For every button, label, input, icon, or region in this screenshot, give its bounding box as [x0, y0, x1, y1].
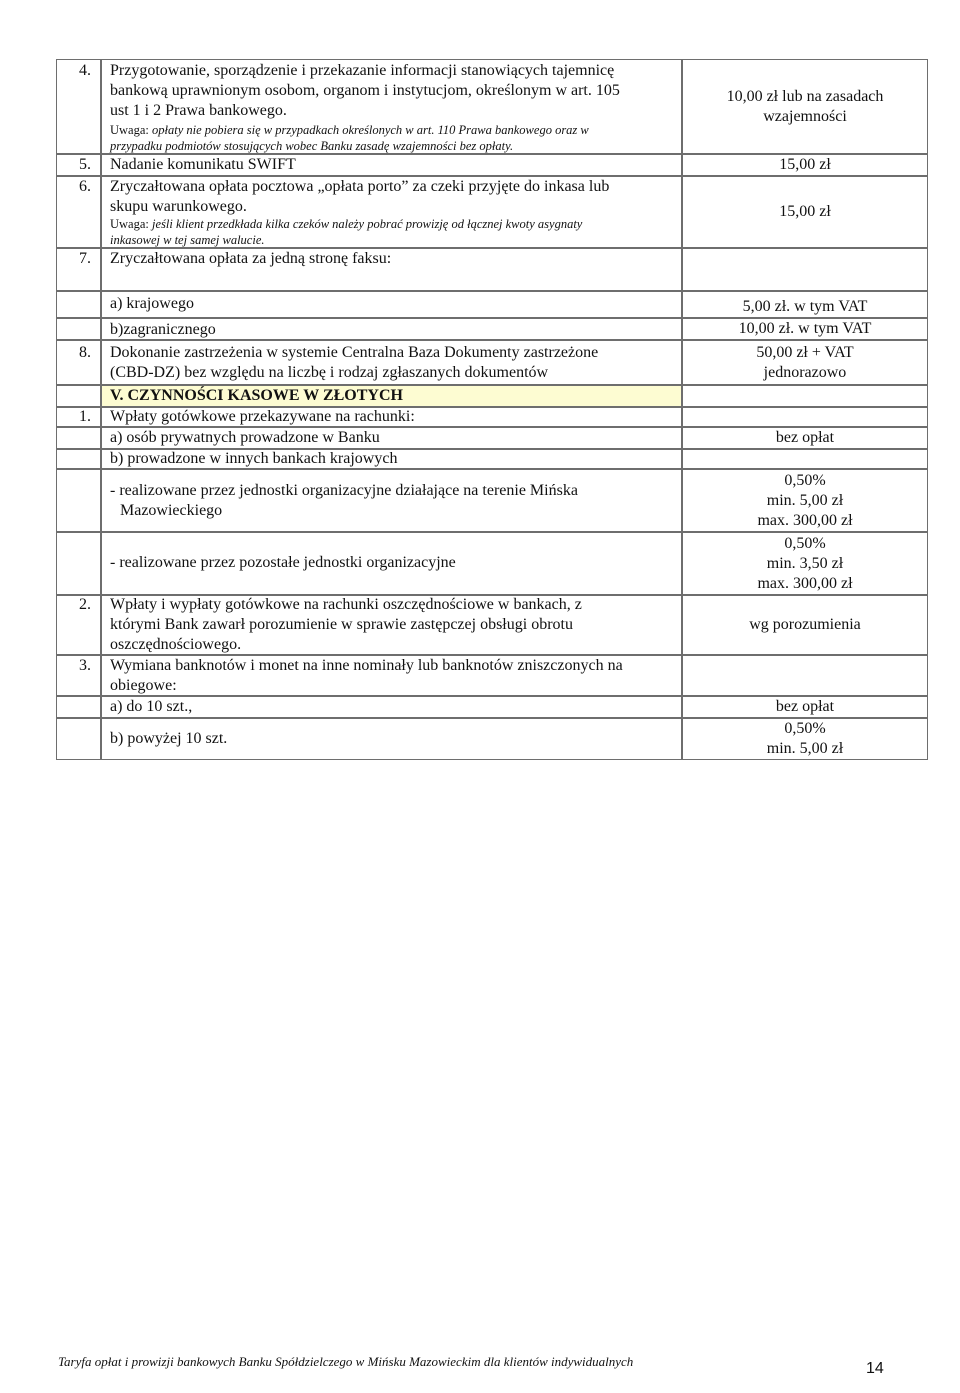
row-k2-number: 2.	[79, 596, 91, 613]
cell-num-k3b	[56, 718, 101, 760]
row-k2-line1: Wpłaty i wypłaty gotówkowe na rachunki oszczędnościowe w bankach, z	[110, 596, 582, 613]
page-number: 14	[866, 1360, 884, 1377]
row-7b-text: b)zagranicznego	[110, 321, 216, 338]
section-title: V. CZYNNOŚCI KASOWE W ZŁOTYCH	[110, 387, 403, 404]
row-k3b-text: b) powyżej 10 szt.	[110, 730, 228, 747]
row-6-line1: Zryczałtowana opłata pocztowa „opłata porto” za czeki przyjęte do inkasa lub	[110, 178, 610, 195]
row-6-note-label: Uwaga:	[110, 217, 149, 231]
cell-fee-7	[682, 248, 928, 291]
row-4-note-line2: przypadku podmiotów stosujących wobec Banku zasadę wzajemności bez opłaty.	[110, 139, 514, 153]
cell-fee-8	[682, 340, 928, 385]
fee-k1b2-line2: min. 3,50 zł	[766, 554, 844, 572]
fee-k1b2-line3: max. 300,00 zł	[757, 574, 853, 592]
fee-k1b1-line3: max. 300,00 zł	[757, 511, 853, 529]
row-4-line1: Przygotowanie, sporządzenie i przekazanie informacji stanowiących tajemnicę	[110, 62, 615, 79]
row-6-number: 6.	[79, 178, 91, 195]
row-k1b1-line2: Mazowieckiego	[120, 502, 223, 519]
cell-fee-k3b	[682, 718, 928, 760]
fee-7a: 5,00 zł. w tym VAT	[742, 298, 868, 315]
fee-6: 15,00 zł	[779, 203, 831, 220]
row-7-number: 7.	[79, 250, 91, 267]
cell-fee-k1b1	[682, 469, 928, 532]
cell-fee-7b	[682, 318, 928, 340]
row-7-text: Zryczałtowana opłata za jedną stronę faksu:	[110, 250, 392, 267]
page-footer: Taryfa opłat i prowizji bankowych Banku Spółdzielczego w Mińsku Mazowieckim dla klientów indywidualnych	[58, 1354, 634, 1369]
row-k3-line2: obiegowe:	[110, 677, 177, 694]
row-k3a-text: a) do 10 szt.,	[110, 698, 193, 715]
row-k3-number: 3.	[79, 657, 91, 674]
cell-num-k1b2	[56, 532, 101, 595]
row-4-note-line1	[110, 122, 589, 138]
cell-num-k1b1	[56, 469, 101, 532]
row-k1-text: Wpłaty gotówkowe przekazywane na rachunki:	[110, 408, 415, 425]
row-k2-line3: oszczędnościowego.	[110, 636, 242, 653]
row-8-line1: Dokonanie zastrzeżenia w systemie Centralna Baza Dokumenty zastrzeżone	[110, 344, 599, 361]
row-k1-number: 1.	[79, 408, 91, 425]
row-k1b2-text: - realizowane przez pozostałe jednostki organizacyjne	[110, 554, 456, 571]
fee-k1b1-line2: min. 5,00 zł	[766, 491, 844, 509]
fee-k3b-line1: 0,50%	[784, 720, 826, 737]
cell-fee-k3	[682, 655, 928, 696]
fee-4-line2: wzajemności	[763, 107, 847, 125]
row-6-note-text: jeśli klient przedkłada kilka czeków należy pobrać prowizję od łącznej kwoty asygnaty	[148, 217, 583, 231]
cell-fee-6	[682, 176, 928, 248]
cell-fee-k3a	[682, 696, 928, 718]
fee-k3b-line2: min. 5,00 zł	[766, 740, 844, 757]
row-8-line2: (CBD-DZ) bez względu na liczbę i rodzaj zgłaszanych dokumentów	[110, 364, 549, 381]
cell-fee-k1	[682, 407, 928, 427]
row-7a-text: a) krajowego	[110, 295, 194, 312]
row-k2-line2: którymi Bank zawarł porozumienie w sprawie zastępczej obsługi obrotu	[110, 616, 573, 633]
row-4-note-text: opłaty nie pobiera się w przypadkach określonych w art. 110 Prawa bankowego oraz w	[148, 123, 589, 137]
cell-num-7a	[56, 291, 101, 318]
fee-5: 15,00 zł	[779, 156, 831, 173]
row-k1b1-line1: - realizowane przez jednostki organizacyjne działające na terenie Mińska	[110, 482, 578, 499]
cell-fee-k1b2	[682, 532, 928, 595]
row-8-number: 8.	[79, 344, 91, 361]
cell-num-section	[56, 385, 101, 407]
row-4-line2: bankową uprawnionym osobom, organom i instytucjom, określonym w art. 105	[110, 82, 620, 99]
fee-k3a: bez opłat	[775, 698, 835, 715]
fee-k2: wg porozumienia	[749, 616, 861, 633]
fee-k1b1-line1: 0,50%	[784, 471, 826, 489]
row-4-number: 4.	[79, 62, 91, 79]
cell-num-7b	[56, 318, 101, 340]
cell-fee-section	[682, 385, 928, 407]
cell-fee-k1b	[682, 449, 928, 469]
fee-7b: 10,00 zł. w tym VAT	[738, 320, 872, 337]
row-5-number: 5.	[79, 156, 91, 173]
fee-8-line1: 50,00 zł + VAT	[756, 343, 854, 361]
row-k1b-text: b) prowadzone w innych bankach krajowych	[110, 450, 398, 467]
cell-num-k1a	[56, 427, 101, 449]
cell-num-k3a	[56, 696, 101, 718]
row-4-note-label: Uwaga:	[110, 123, 149, 137]
row-k1a-text: a) osób prywatnych prowadzone w Banku	[110, 429, 380, 446]
cell-fee-k1a	[682, 427, 928, 449]
row-4-line3: ust 1 i 2 Prawa bankowego.	[110, 102, 287, 119]
fee-8-line2: jednorazowo	[763, 363, 847, 381]
cell-num-k1b	[56, 449, 101, 469]
cell-fee-5	[682, 154, 928, 176]
cell-fee-k2	[682, 595, 928, 655]
fee-k1b2-line1: 0,50%	[784, 534, 826, 552]
fee-4-line1: 10,00 zł lub na zasadach	[726, 87, 884, 105]
row-k3-line1: Wymiana banknotów i monet na inne nominały lub banknotów zniszczonych na	[110, 657, 623, 674]
row-6-line2: skupu warunkowego.	[110, 198, 247, 215]
cell-fee-7a	[682, 291, 928, 318]
row-5-text: Nadanie komunikatu SWIFT	[110, 156, 296, 173]
row-6-note-line1	[110, 216, 582, 232]
fee-table	[56, 59, 928, 760]
fee-k1a: bez opłat	[775, 429, 835, 446]
cell-fee-4	[682, 59, 928, 154]
row-6-note-line2: inkasowej w tej samej walucie.	[110, 233, 265, 247]
